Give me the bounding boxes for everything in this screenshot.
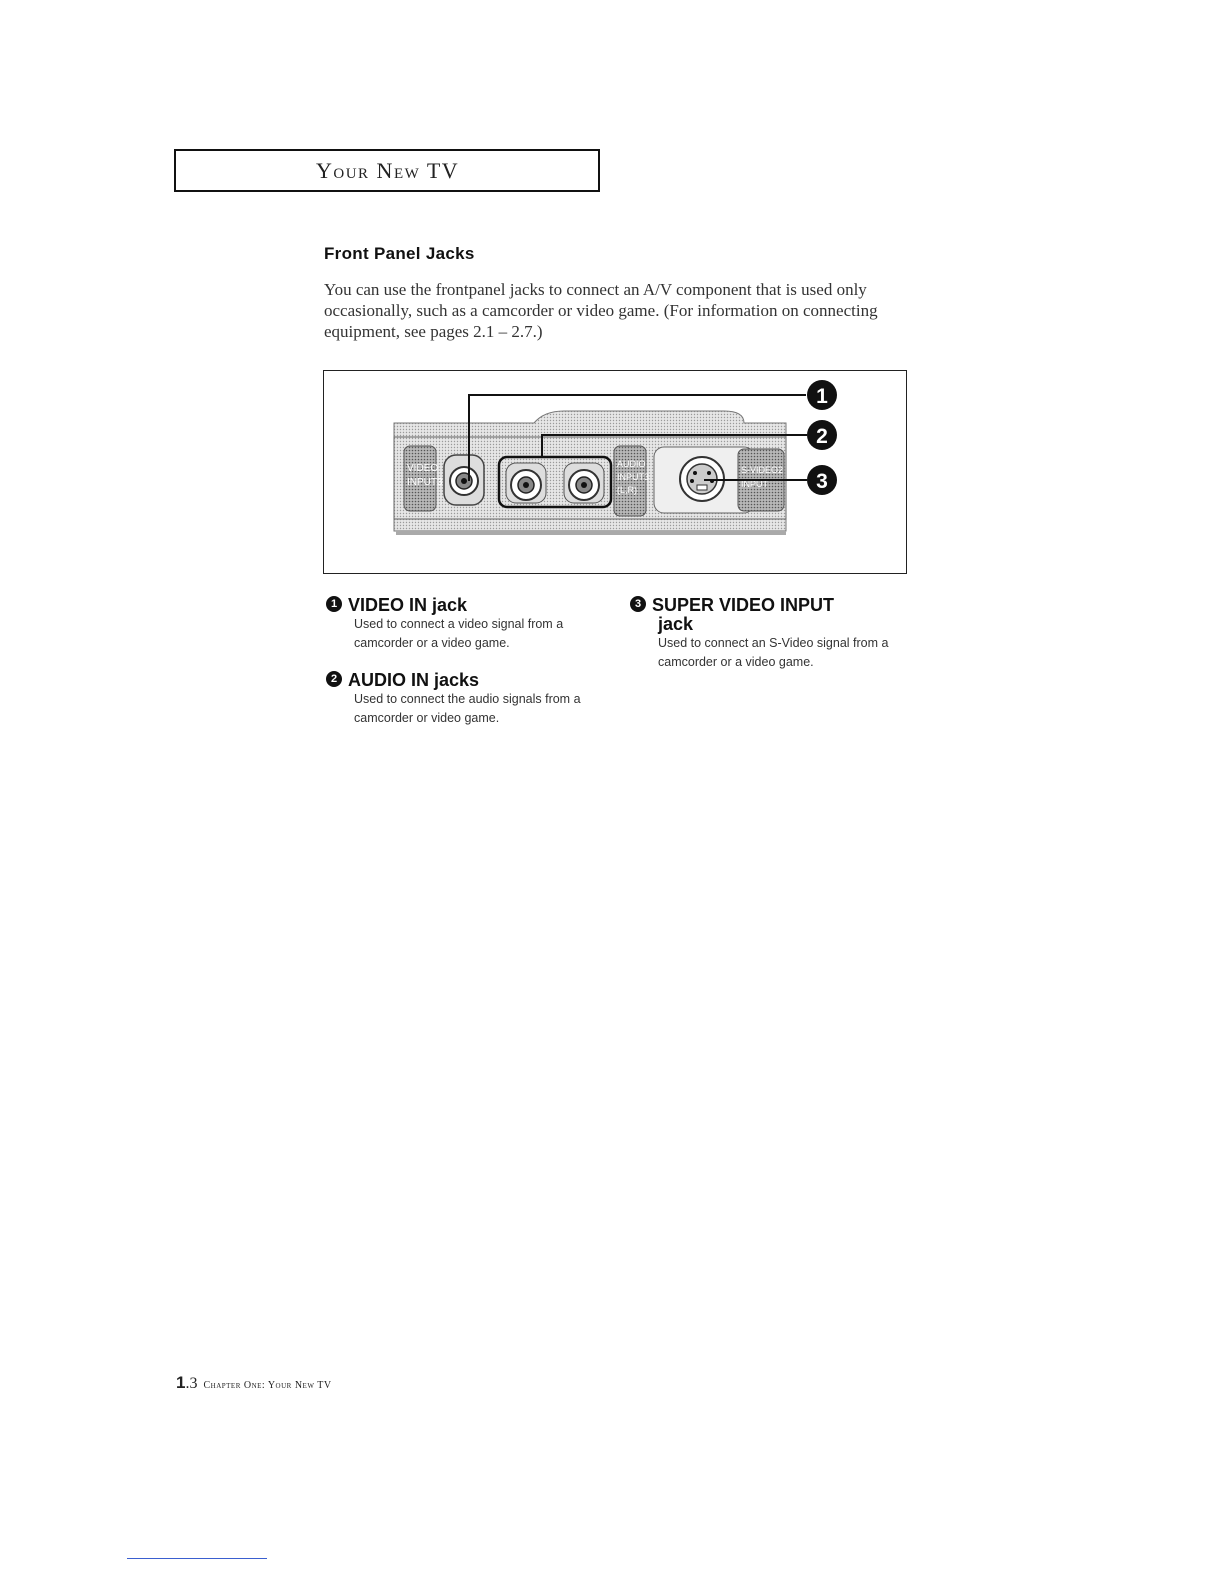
footer-chapter-title: Chapter One: Your New TV — [203, 1380, 332, 1391]
audio-input-label-line3: (L,R) — [617, 485, 637, 495]
audio-input-label-line2: INPUT3 — [617, 472, 650, 482]
callout-super-video-input — [630, 596, 920, 672]
page-number-minor: .3 — [185, 1375, 198, 1392]
video-input-label-line1: VIDEO — [407, 463, 439, 474]
svideo-input-label-line1: S-VIDEO2 — [741, 465, 784, 475]
callout-desc-video-in: Used to connect a video signal from a camcorder or a video game. — [354, 617, 564, 650]
audio-input-label-line1: AUDIO — [617, 459, 646, 469]
callout-desc-super-video-input: Used to connect an S-Video signal from a camcorder or a video game. — [658, 636, 889, 669]
video-input-label-line2: INPUT3 — [407, 477, 443, 488]
callout-title-super-video-input: SUPER VIDEO INPUT — [652, 595, 835, 615]
front-panel-illustration — [324, 371, 908, 575]
audio-input-label-plate — [614, 446, 649, 516]
svideo-input-label-line2: INPUT — [741, 479, 768, 489]
callout-audio-in — [326, 671, 616, 728]
intro-paragraph: You can use the frontpanel jacks to connect an A/V component that is used only occasionally, such as a camcorder or video game. (For information on connecting equipment, see pages 2.1 – 2.7.) — [324, 280, 878, 341]
callout-number-2: 2 — [326, 671, 342, 687]
callout-desc-audio-in: Used to connect the audio signals from a camcorder or video game. — [354, 692, 581, 725]
page-number-major: 1 — [176, 1373, 186, 1392]
callout-title-video-in: VIDEO IN jack — [348, 595, 468, 615]
chapter-header-title: Your New TV — [316, 158, 460, 183]
callout-number-3: 3 — [630, 596, 646, 612]
callout-video-in — [326, 596, 606, 653]
callout-badge-1 — [807, 380, 837, 410]
callout-badge-2-number: 2 — [816, 425, 828, 448]
callout-badge-3 — [807, 465, 837, 495]
chapter-header-box — [174, 149, 600, 192]
section-heading: Front Panel Jacks — [324, 244, 475, 263]
callout-badge-3-number: 3 — [816, 470, 828, 493]
video-in-jack — [444, 455, 484, 505]
page-footer — [176, 1373, 332, 1393]
callout-badge-1-number: 1 — [816, 385, 828, 408]
front-panel-figure — [323, 370, 907, 574]
callout-badge-2 — [807, 420, 837, 450]
callout-title-audio-in: AUDIO IN jacks — [348, 670, 480, 690]
bottom-rule — [127, 1558, 267, 1559]
callout-number-1: 1 — [326, 596, 342, 612]
callout-title-super-video-input-cont: jack — [658, 614, 694, 634]
